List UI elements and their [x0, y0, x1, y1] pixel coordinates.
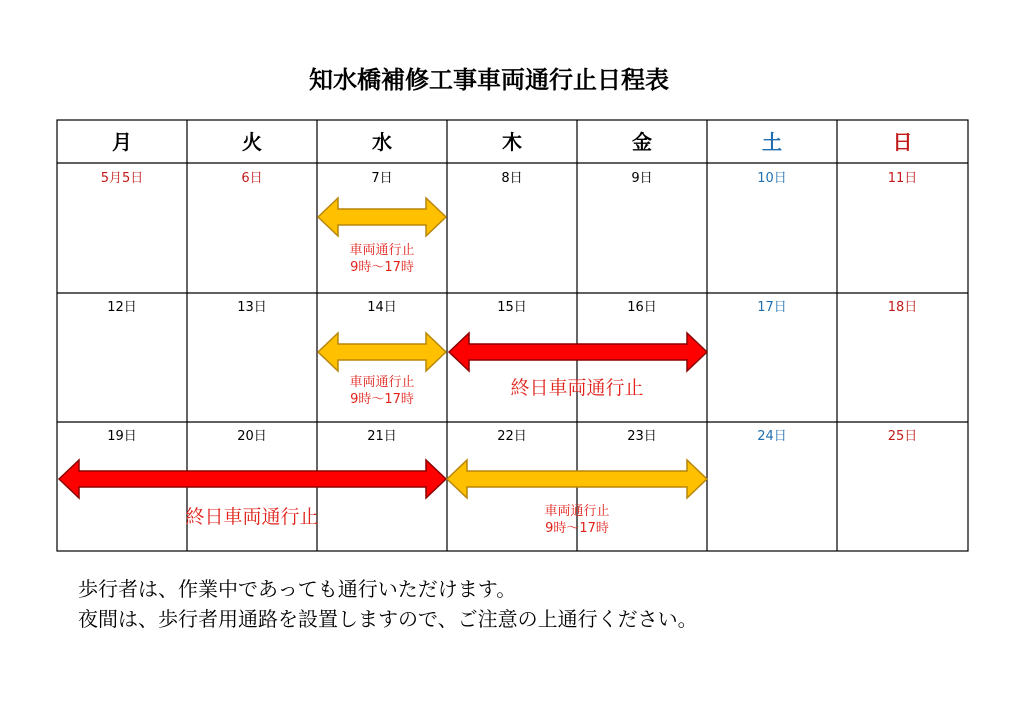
date-cell: 13日	[237, 300, 267, 315]
date-cell: 17日	[757, 300, 787, 315]
partial-closure-arrow	[445, 458, 709, 500]
weekday-header-wed: 水	[372, 130, 392, 154]
date-cell: 8日	[501, 171, 523, 186]
weekday-header-sun: 日	[892, 130, 913, 154]
partial-closure-label	[447, 503, 707, 537]
weekday-header-mon: 月	[112, 130, 132, 154]
weekday-header-sat: 土	[762, 130, 782, 154]
weekday-header-fri: 金	[632, 130, 652, 154]
date-cell: 15日	[497, 300, 527, 315]
date-cell: 23日	[627, 429, 657, 444]
page-title: 知水橋補修工事車両通行止日程表	[309, 66, 669, 94]
partial-closure-label	[317, 242, 447, 276]
full-day-closure-arrow	[447, 331, 709, 373]
note-pedestrians-nighttime: 夜間は、歩行者用通路を設置しますので、ご注意の上通行ください。	[78, 607, 698, 631]
date-cell: 19日	[107, 429, 137, 444]
date-cell: 24日	[757, 429, 787, 444]
full-day-closure-label: 終日車両通行止	[510, 377, 644, 399]
closure-label-hours: 9時～17時	[350, 392, 414, 407]
partial-closure-label	[317, 374, 447, 408]
date-cell: 21日	[367, 429, 397, 444]
date-cell: 16日	[627, 300, 657, 315]
date-cell: 12日	[107, 300, 137, 315]
weekday-header-thu: 木	[502, 130, 522, 154]
closure-label-hours: 9時～17時	[545, 521, 609, 536]
date-cell: 22日	[497, 429, 527, 444]
date-cell: 20日	[237, 429, 267, 444]
full-day-closure-arrow	[57, 458, 448, 500]
date-cell: 10日	[757, 171, 787, 186]
date-cell: 25日	[887, 429, 918, 444]
date-cell: 9日	[631, 171, 653, 186]
weekday-header-tue: 火	[242, 130, 262, 154]
full-day-closure-label: 終日車両通行止	[185, 506, 319, 528]
closure-label-hours: 9時～17時	[350, 260, 414, 275]
notes	[78, 574, 698, 634]
closure-label-line1: 車両通行止	[544, 504, 610, 519]
date-cell: 18日	[887, 300, 918, 315]
closure-label-line1: 車両通行止	[349, 375, 415, 390]
date-cell: 11日	[887, 171, 918, 186]
note-pedestrians-daytime: 歩行者は、作業中であっても通行いただけます。	[78, 577, 517, 601]
date-cell: 5月5日	[100, 171, 144, 186]
date-cell: 7日	[371, 171, 393, 186]
closure-label-line1: 車両通行止	[349, 243, 415, 258]
partial-closure-arrow	[316, 331, 448, 373]
date-cell: 14日	[367, 300, 397, 315]
date-cell: 6日	[241, 171, 263, 186]
partial-closure-arrow	[316, 196, 448, 238]
